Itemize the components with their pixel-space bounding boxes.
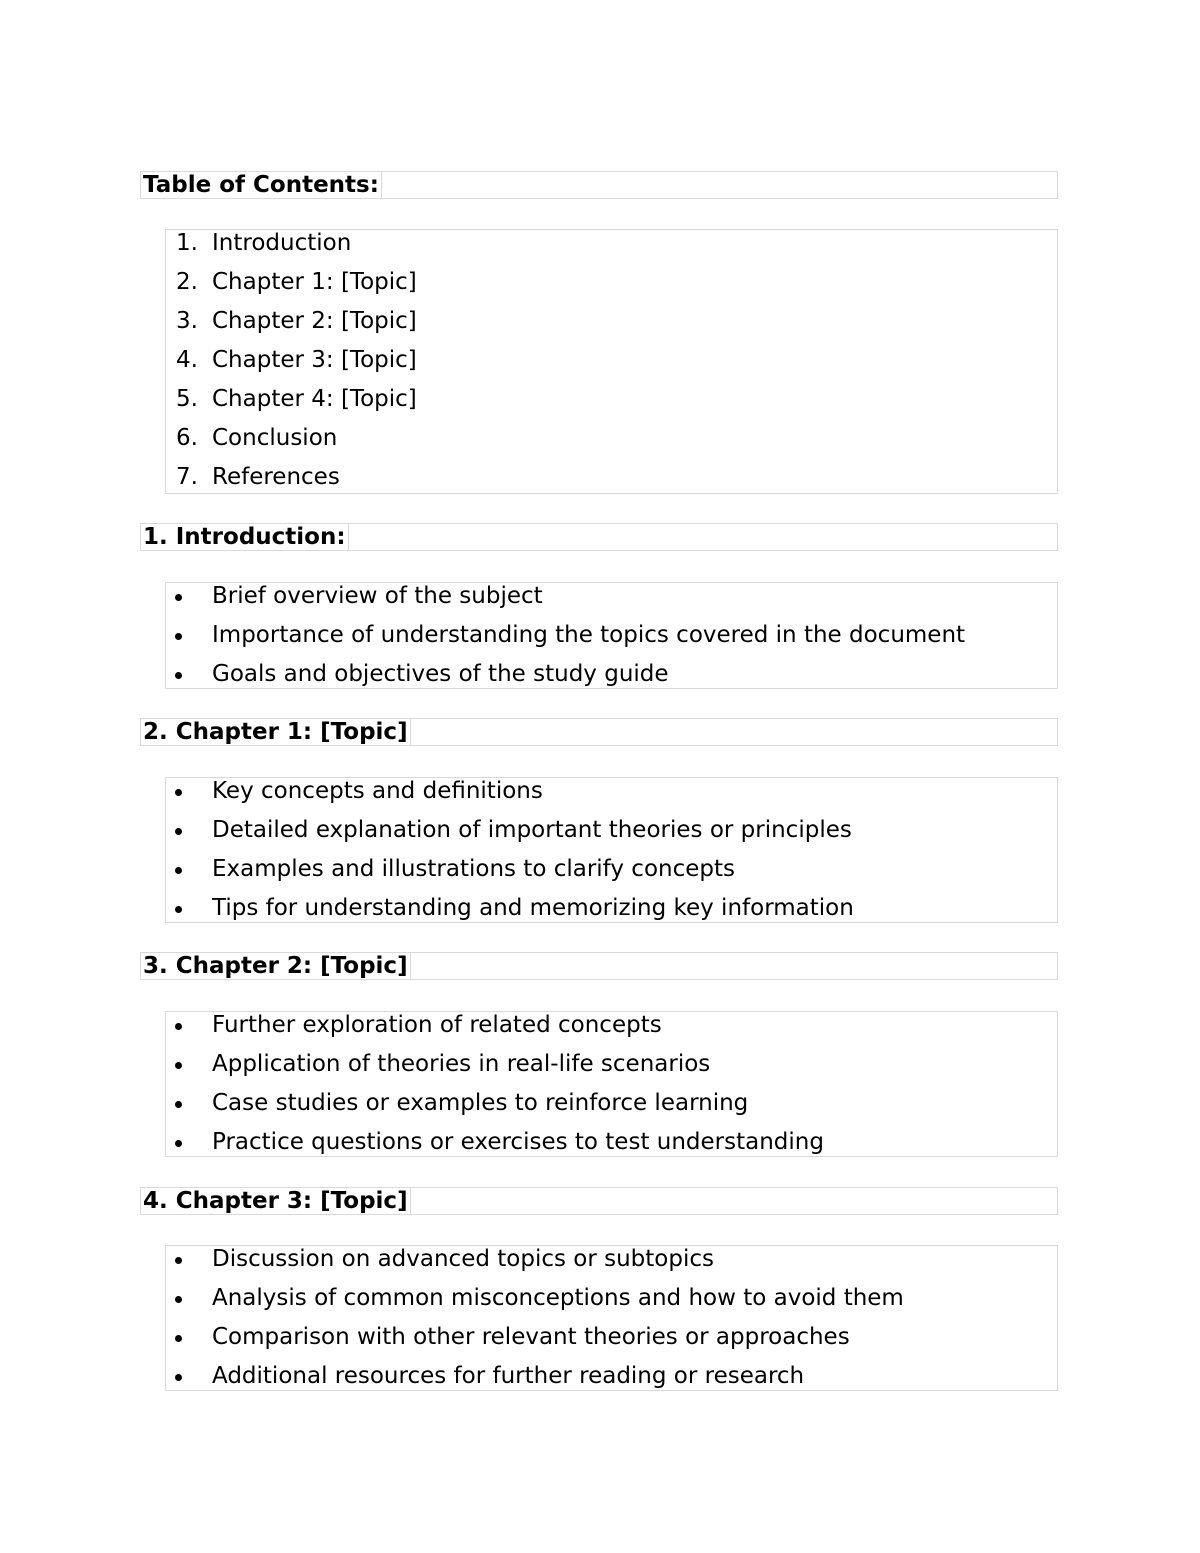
toc-item-label: Introduction	[212, 230, 352, 256]
section-heading-box	[140, 718, 1058, 746]
list-item-text: Case studies or examples to reinforce learning	[212, 1090, 749, 1116]
toc-item-label: Chapter 3: [Topic]	[212, 347, 417, 373]
bullet-icon	[175, 1335, 182, 1342]
toc-item-label: Chapter 2: [Topic]	[212, 308, 417, 334]
list-item-text: Goals and objectives of the study guide	[212, 661, 669, 687]
list-item	[166, 1129, 1057, 1168]
list-item	[166, 856, 1057, 895]
bullet-icon	[175, 1140, 182, 1147]
list-item	[166, 583, 1057, 622]
toc-item-label: References	[212, 464, 340, 490]
section-heading-box	[140, 1187, 1058, 1215]
list-item-text: Discussion on advanced topics or subtopics	[212, 1246, 714, 1272]
list-item-text: Importance of understanding the topics covered in the document	[212, 622, 966, 648]
toc-item-label: Chapter 4: [Topic]	[212, 386, 417, 412]
toc-item-label: Conclusion	[212, 425, 338, 451]
toc-list	[165, 229, 1058, 494]
bullet-icon	[175, 789, 182, 796]
list-item	[166, 1363, 1057, 1402]
toc-item	[166, 386, 1057, 425]
list-item	[166, 1246, 1057, 1285]
list-item	[166, 1051, 1057, 1090]
bullet-icon	[175, 1296, 182, 1303]
toc-item-number: 7.	[176, 464, 198, 490]
list-item-text: Application of theories in real-life scenarios	[212, 1051, 711, 1077]
toc-item	[166, 269, 1057, 308]
bullet-icon	[175, 1257, 182, 1264]
toc-item	[166, 425, 1057, 464]
toc-item-number: 2.	[176, 269, 198, 295]
list-item-text: Analysis of common misconceptions and how to avoid them	[212, 1285, 904, 1311]
toc-heading: Table of Contents:	[143, 172, 382, 198]
toc-item-number: 3.	[176, 308, 198, 334]
list-item	[166, 1012, 1057, 1051]
section-heading-box	[140, 952, 1058, 980]
toc-heading-box	[140, 171, 1058, 199]
bullet-icon	[175, 1374, 182, 1381]
list-item-text: Examples and illustrations to clarify concepts	[212, 856, 735, 882]
list-item-text: Tips for understanding and memorizing key information	[212, 895, 854, 921]
section-heading: 3. Chapter 2: [Topic]	[143, 953, 411, 979]
list-item	[166, 817, 1057, 856]
section-heading: 1. Introduction:	[143, 524, 349, 550]
toc-item	[166, 464, 1057, 503]
section-heading-box	[140, 523, 1058, 551]
section-heading: 2. Chapter 1: [Topic]	[143, 719, 411, 745]
list-item	[166, 1285, 1057, 1324]
toc-item	[166, 347, 1057, 386]
bullet-icon	[175, 1101, 182, 1108]
list-item	[166, 661, 1057, 700]
toc-item	[166, 308, 1057, 347]
bullet-icon	[175, 672, 182, 679]
list-item-text: Key concepts and definitions	[212, 778, 543, 804]
toc-item-number: 1.	[176, 230, 198, 256]
toc-item	[166, 230, 1057, 269]
bullet-icon	[175, 1023, 182, 1030]
list-item-text: Comparison with other relevant theories or approaches	[212, 1324, 850, 1350]
list-item-text: Detailed explanation of important theories or principles	[212, 817, 852, 843]
list-item	[166, 778, 1057, 817]
list-item-text: Further exploration of related concepts	[212, 1012, 662, 1038]
section-heading: 4. Chapter 3: [Topic]	[143, 1188, 411, 1214]
list-item	[166, 1324, 1057, 1363]
list-item	[166, 622, 1057, 661]
list-item-text: Practice questions or exercises to test understanding	[212, 1129, 824, 1155]
toc-item-number: 4.	[176, 347, 198, 373]
bullet-icon	[175, 633, 182, 640]
bullet-icon	[175, 1062, 182, 1069]
list-item-text: Additional resources for further reading or research	[212, 1363, 805, 1389]
list-item	[166, 1090, 1057, 1129]
toc-item-number: 5.	[176, 386, 198, 412]
bullet-icon	[175, 594, 182, 601]
list-item	[166, 895, 1057, 934]
list-item-text: Brief overview of the subject	[212, 583, 543, 609]
bullet-icon	[175, 867, 182, 874]
bullet-icon	[175, 906, 182, 913]
toc-item-label: Chapter 1: [Topic]	[212, 269, 417, 295]
section-bullet-list	[165, 777, 1058, 923]
section-bullet-list	[165, 582, 1058, 689]
section-bullet-list	[165, 1245, 1058, 1391]
section-bullet-list	[165, 1011, 1058, 1157]
toc-item-number: 6.	[176, 425, 198, 451]
bullet-icon	[175, 828, 182, 835]
